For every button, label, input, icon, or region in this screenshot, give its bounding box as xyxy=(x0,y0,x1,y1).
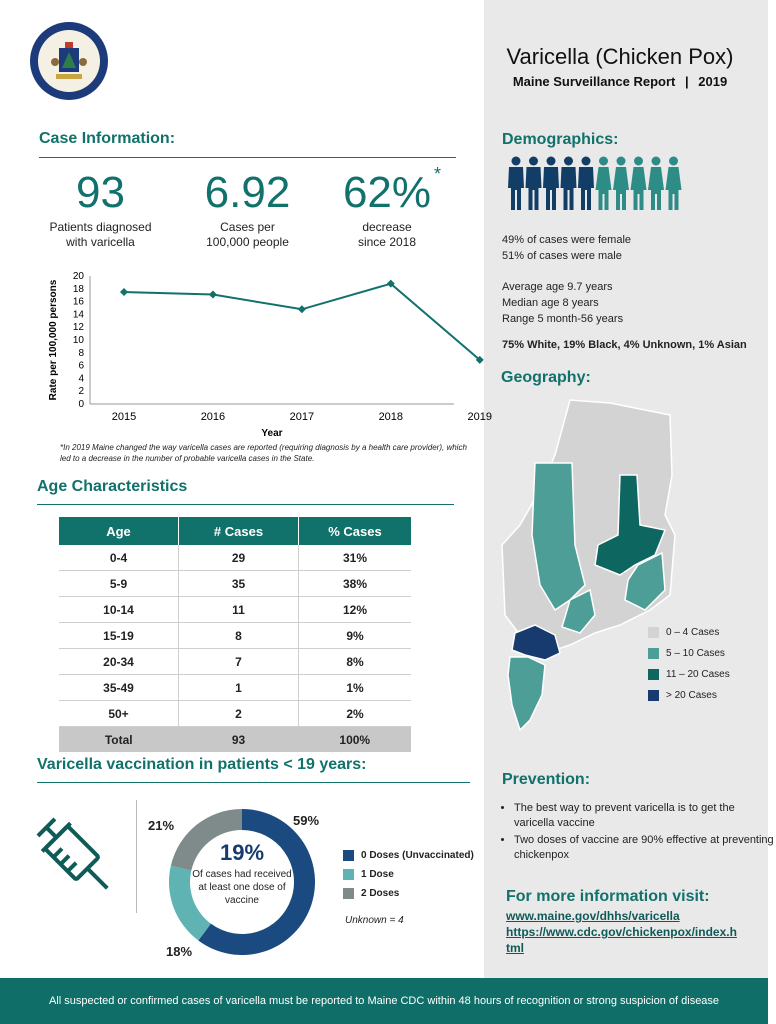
prevention-bullet: • The best way to prevent varicella is to get the varicella vaccine xyxy=(514,801,776,831)
legend-swatch xyxy=(343,869,354,880)
rate-line-chart xyxy=(44,266,492,442)
table-row xyxy=(59,623,411,649)
stat-decrease xyxy=(333,168,441,250)
data-point xyxy=(120,288,128,296)
stat-value: 62% xyxy=(342,168,432,217)
legend-swatch xyxy=(343,850,354,861)
stat-label-1: Patients diagnosed xyxy=(49,220,152,234)
cell-pct: 31% xyxy=(299,545,412,571)
y-tick-label: 6 xyxy=(78,360,84,372)
age-title: Age Characteristics xyxy=(37,478,188,495)
seal-icon xyxy=(38,30,100,92)
page-header xyxy=(485,44,755,89)
donut-center-text: Of cases had received at least one dose of vaccine xyxy=(192,869,292,906)
footer-banner: All suspected or confirmed cases of varicella must be reported to Maine CDC within 48 hours of recognition or strong suspicion of disease xyxy=(0,978,768,1024)
table-row xyxy=(59,597,411,623)
y-tick-label: 20 xyxy=(72,271,84,282)
age-table xyxy=(59,517,411,752)
total-pct: 100% xyxy=(299,727,412,753)
female-person-icon xyxy=(596,157,612,211)
table-total-row xyxy=(59,727,411,753)
y-tick-label: 12 xyxy=(72,322,84,334)
female-person-icon xyxy=(648,157,664,211)
donut-legend xyxy=(343,850,474,899)
table-row xyxy=(59,649,411,675)
subtitle-separator: | xyxy=(685,74,689,89)
header-age: Age xyxy=(59,517,179,545)
race-breakdown: 75% White, 19% Black, 4% Unknown, 1% Asian xyxy=(502,339,747,351)
legend-swatch xyxy=(648,690,659,701)
total-cases: 93 xyxy=(179,727,299,753)
cell-pct: 2% xyxy=(299,701,412,727)
legend-item-unvaccinated xyxy=(343,850,474,861)
donut-center-value: 19% xyxy=(219,840,265,865)
data-point xyxy=(298,305,306,313)
y-axis-label: Rate per 100,000 persons xyxy=(48,279,59,401)
series-line xyxy=(124,284,480,360)
cell-cases: 8 xyxy=(179,623,299,649)
cell-age: 0-4 xyxy=(59,545,179,571)
legend-label: 5 – 10 Cases xyxy=(666,648,725,660)
more-info-title: For more information visit: xyxy=(506,888,710,905)
dhhs-seal-logo xyxy=(30,22,108,100)
map-legend-item xyxy=(648,690,730,711)
stat-label-2: with varicella xyxy=(66,235,135,249)
cell-age: 20-34 xyxy=(59,649,179,675)
y-tick-label: 14 xyxy=(72,309,84,321)
demographics-title: Demographics: xyxy=(502,131,619,148)
case-info-title: Case Information: xyxy=(39,130,176,147)
vaccination-rule xyxy=(37,782,470,783)
table-row xyxy=(59,675,411,701)
page-title: Varicella (Chicken Pox) xyxy=(506,44,734,69)
legend-swatch xyxy=(648,648,659,659)
legend-label: 1 Dose xyxy=(361,869,394,881)
legend-swatch xyxy=(343,888,354,899)
female-person-icon xyxy=(613,157,629,211)
seal-inner xyxy=(38,30,100,92)
male-pct: 51% of cases were male xyxy=(502,250,622,262)
median-age: Median age 8 years xyxy=(502,297,599,309)
cell-age: 5-9 xyxy=(59,571,179,597)
prevention-bullet: • Two doses of vaccine are 90% effective at preventing chickenpox xyxy=(514,833,776,863)
cell-pct: 12% xyxy=(299,597,412,623)
syringe-icon xyxy=(28,808,120,902)
geography-title: Geography: xyxy=(501,369,591,386)
link-cdc-line2[interactable]: tml xyxy=(506,941,524,955)
y-tick-label: 0 xyxy=(78,399,84,410)
x-tick-label: 2015 xyxy=(111,411,137,423)
table-row xyxy=(59,701,411,727)
y-tick-label: 4 xyxy=(78,373,84,385)
stat-label-2: 100,000 people xyxy=(206,235,289,249)
slice-label-unvaccinated: 59% xyxy=(293,813,320,828)
legend-label: > 20 Cases xyxy=(666,690,717,702)
y-tick-label: 2 xyxy=(78,386,84,398)
x-tick-label: 2018 xyxy=(378,411,404,423)
legend-item-one-dose xyxy=(343,869,474,880)
stat-patients xyxy=(48,168,153,250)
y-tick-label: 18 xyxy=(72,283,84,295)
asterisk-mark: * xyxy=(434,164,442,184)
table-header-row xyxy=(59,517,411,545)
legend-swatch xyxy=(648,627,659,638)
legend-label: 2 Doses xyxy=(361,888,400,900)
x-axis-label: Year xyxy=(261,428,283,439)
table-row xyxy=(59,571,411,597)
data-points xyxy=(120,280,484,364)
county-5-10-d xyxy=(508,657,545,730)
female-person-icon xyxy=(631,157,647,211)
cell-pct: 8% xyxy=(299,649,412,675)
cell-cases: 7 xyxy=(179,649,299,675)
total-label: Total xyxy=(59,727,179,753)
female-pct: 49% of cases were female xyxy=(502,234,632,246)
legend-label: 0 – 4 Cases xyxy=(666,627,720,639)
stat-label-2: since 2018 xyxy=(357,235,417,249)
map-legend-item xyxy=(648,648,730,669)
data-point xyxy=(209,291,217,299)
cell-cases: 1 xyxy=(179,675,299,701)
stat-value: 6.92 xyxy=(204,168,291,217)
cell-age: 15-19 xyxy=(59,623,179,649)
header-cases: # Cases xyxy=(179,517,299,545)
y-tick-label: 16 xyxy=(72,296,84,308)
male-person-icon xyxy=(578,157,594,211)
prevention-list xyxy=(486,801,776,863)
demographics-text xyxy=(502,232,747,353)
slice-label-two-doses: 21% xyxy=(148,818,175,833)
spacer xyxy=(502,327,747,337)
stat-rate xyxy=(190,168,305,250)
average-age: Average age 9.7 years xyxy=(502,281,613,293)
gender-people-icons xyxy=(508,156,698,214)
header-pct: % Cases xyxy=(299,517,412,545)
map-legend-item xyxy=(648,669,730,690)
vaccination-title: Varicella vaccination in patients < 19 years: xyxy=(37,756,367,773)
page-subtitle xyxy=(485,74,755,89)
map-legend xyxy=(648,627,730,711)
cell-cases: 11 xyxy=(179,597,299,623)
cell-cases: 2 xyxy=(179,701,299,727)
x-tick-label: 2019 xyxy=(467,411,492,423)
cell-pct: 38% xyxy=(299,571,412,597)
vaccination-divider xyxy=(136,800,137,913)
legend-label: 11 – 20 Cases xyxy=(666,669,730,681)
stat-label-1: decrease xyxy=(362,220,412,234)
age-range: Range 5 month-56 years xyxy=(502,313,624,325)
link-cdc-line1[interactable]: https://www.cdc.gov/chickenpox/index.h xyxy=(506,925,737,939)
table-row xyxy=(59,545,411,571)
male-person-icon xyxy=(561,157,577,211)
cell-age: 35-49 xyxy=(59,675,179,701)
legend-item-two-doses xyxy=(343,888,474,899)
stat-label-1: Cases per xyxy=(220,220,275,234)
cell-pct: 9% xyxy=(299,623,412,649)
male-person-icon xyxy=(543,157,559,211)
age-rule xyxy=(37,504,454,505)
male-person-icon xyxy=(526,157,542,211)
x-ticks xyxy=(112,411,492,423)
donut-center xyxy=(190,840,294,907)
stat-value: 93 xyxy=(76,168,125,217)
more-info-links xyxy=(506,908,737,956)
age-table-body xyxy=(59,545,411,752)
map-legend-item xyxy=(648,627,730,648)
y-ticks xyxy=(73,271,85,410)
cell-pct: 1% xyxy=(299,675,412,701)
cell-cases: 35 xyxy=(179,571,299,597)
spacer xyxy=(502,264,747,279)
subtitle-text: Maine Surveillance Report xyxy=(512,74,676,89)
legend-swatch xyxy=(648,669,659,680)
x-tick-label: 2016 xyxy=(200,411,226,423)
link-maine-dhhs[interactable]: www.maine.gov/dhhs/varicella xyxy=(506,909,680,923)
subtitle-year: 2019 xyxy=(698,74,728,89)
y-tick-label: 8 xyxy=(78,347,84,359)
female-person-icon xyxy=(666,157,682,211)
male-person-icon xyxy=(508,157,524,211)
legend-label: 0 Doses (Unvaccinated) xyxy=(361,850,474,862)
unknown-note: Unknown = 4 xyxy=(345,915,404,926)
slice-label-one-dose: 18% xyxy=(166,944,193,959)
x-tick-label: 2017 xyxy=(289,411,315,423)
case-info-rule xyxy=(39,157,456,158)
y-tick-label: 10 xyxy=(72,335,84,346)
cell-age: 10-14 xyxy=(59,597,179,623)
prevention-title: Prevention: xyxy=(502,771,591,788)
cell-age: 50+ xyxy=(59,701,179,727)
chart-footnote: *In 2019 Maine changed the way varicella cases are reported (requiring diagnosis by a health care provider), which led to a decrease in the number of probable varicella cases in the State. xyxy=(60,443,467,463)
cell-cases: 29 xyxy=(179,545,299,571)
